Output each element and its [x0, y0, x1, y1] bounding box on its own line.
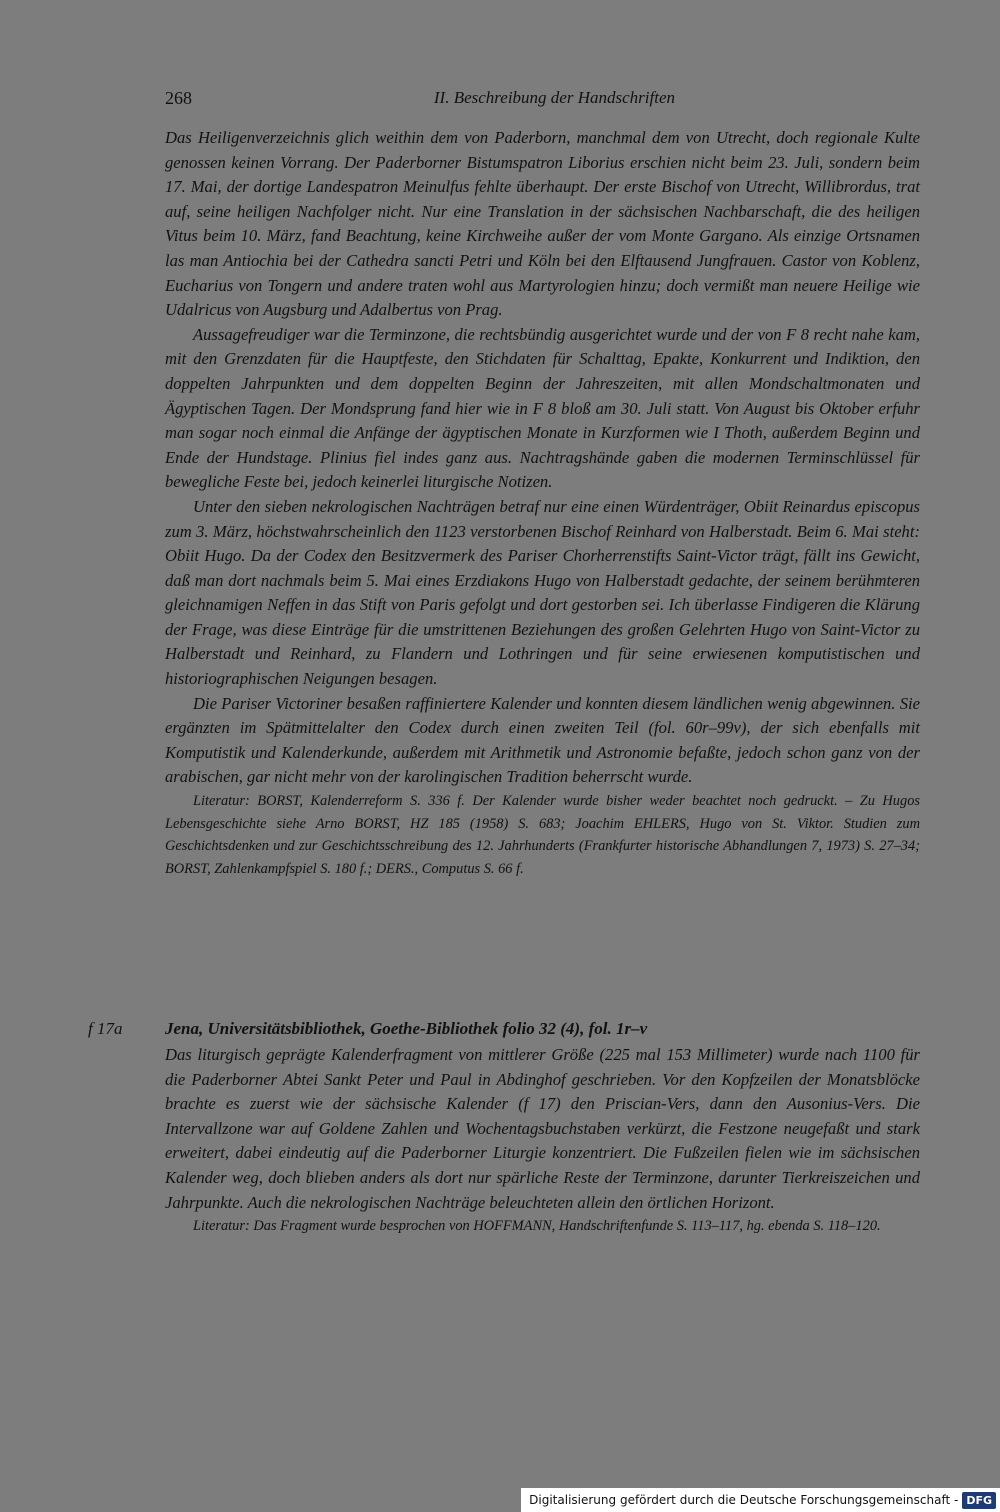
running-head: II. Beschreibung der Handschriften — [433, 88, 675, 107]
paragraph-3: Unter den sieben nekrologischen Nachträgen betraf nur eine einen Würdenträger, Obiit Reinardus episcopus zum 3. März, höchstwahrscheinlich den 1123 verstorbenen Bischof Reinhard von Halberstadt. Beim 6. Mai steht: Obiit Hugo. Da der Codex den Besitzvermerk des Pariser Chorherrenstifts Saint-Victor trägt, fällt ins Gewicht, daß man dort nachmals beim 5. Mai eines Erzdiakons Hugo von Halberstadt gedachte, der seinem berühmteren gleichnamigen Neffen in das Stift von Paris gefolgt und dort gestorben sei. Ich überlasse Findigeren die Klärung der Frage, was diese Einträge für die umstrittenen Beziehungen des großen Gelehrten Hugo von Saint-Victor zu Halberstadt und Reinhard, zu Flandern und Lothringen und für seine erwiesenen komputistischen und historiographischen Neigungen besagen. — [165, 496, 920, 689]
entry-literature: Literatur: Das Fragment wurde besprochen von HOFFMANN, Handschriftenfunde S. 113–117, hg. ebenda S. 118–120. — [193, 1218, 881, 1235]
paragraph-1: Das Heiligenverzeichnis glich weithin dem von Paderborn, manchmal dem von Utrecht, doch regionale Kulte genossen keinen Vorrang. Der Paderborner Bistumspatron Liborius erschien nicht beim 23. Juli, sondern beim 17. Mai, der dortige Landespatron Meinulfus fehlte überhaupt. Der erste Bischof von Utrecht, Willibrordus, trat auf, seine heiligen Nachfolger nicht. Nur eine Translation in der sächsischen Nachbarschaft, die des heiligen Vitus beim 10. März, fand Beachtung, keine Kirchweihe außer der vom Monte Gargano. Als einzige Ortsnamen las man Antiochia bei der Cathedra sancti Petri und Köln bei den Elftausend Jungfrauen. Castor von Koblenz, Eucharius von Tongern und andere traten wohl aus Martyrologien hinzu; doch vermißt man neuere Heilige wie Udalricus von Augsburg und Adalbertus von Prag. — [165, 128, 920, 320]
paragraph-4: Die Pariser Victoriner besaßen raffiniertere Kalender und konnten diesem ländlichen wenig abgewinnen. Sie ergänzten im Spätmittelalter den Codex durch einen zweiten Teil (fol. 60r–99v), der sich ebenfalls mit Komputistik und Kalenderkunde, außerdem mit Arithmetik und Astronomie befaßte, jedoch schon ganz von der arabischen, gar nicht mehr von der karolingischen Tradition beherrscht wurde. — [165, 693, 920, 787]
literature-note: Literatur: BORST, Kalenderreform S. 336 f. Der Kalender wurde bisher weder beachtet noch gedruckt. – Zu Hugos Lebensgeschichte siehe Arno BORST, HZ 185 (1958) S. 683; Joachim EHLERS, Hugo von St. Viktor. Studien zum Geschichtsdenken und zur Geschichtsschreibung des 12. Jahrhunderts (Frankfurter historische Abhandlungen 7, 1973) S. 27–34; BORST, Zahlenkampfspiel S. 180 f.; DERS., Computus S. 66 f. — [165, 793, 920, 877]
page-number: 268 — [165, 88, 192, 108]
footer-bar — [521, 1488, 1000, 1512]
paragraph-2: Aussagefreudiger war die Terminzone, die rechtsbündig ausgerichtet wurde und der von F 8 recht nahe kam, mit den Grenzdaten für die Hauptfeste, den Stichdaten für Schalttag, Epakte, Konkurrent und Indiktion, den doppelten Jahrpunkten und dem doppelten Beginn der Jahreszeiten, mit allen Mondschaltmonaten und Ägyptischen Tagen. Der Mondsprung fand hier wie in F 8 bloß am 30. Juli statt. Von August bis Oktober erfuhr man sogar noch einmal die Anfänge der ägyptischen Monate in Kurzformen wie I Thoth, außerdem Beginn und Ende der Hundstage. Plinius fiel indes ganz aus. Nachtragshände gaben die modernen Terminschlüssel für bewegliche Feste bei, jedoch keinerlei liturgische Notizen. — [165, 324, 920, 492]
footer-text: Digitalisierung gefördert durch die Deutsche Forschungsgemeinschaft - — [529, 1493, 959, 1507]
entry-id: f 17a — [88, 1019, 123, 1038]
entry-text: Das liturgisch geprägte Kalenderfragment von mittlerer Größe (225 mal 153 Millimeter) wurde nach 1100 für die Paderborner Abtei Sankt Peter und Paul in Abdinghof geschrieben. Vor den Kopfzeilen der Monatsblöcke brachte es zuerst wie der sächsische Kalender (f 17) den Priscian-Vers, dann den Ausonius-Vers. Die Intervallzone war auf Goldene Zahlen und Wochentagsbuchstaben verkürzt, die Festzone neugefaßt und stark erweitert, dabei eindeutig auf die Paderborner Liturgie konzentriert. Die Fußzeilen fielen wie im sächsischen Kalender weg, doch blieben anders als dort nur spärliche Reste der Terminzone, darunter Tierkreiszeichen und Jahrpunkte. Auch die nekrologischen Nachträge beleuchteten allein den örtlichen Horizont. — [165, 1045, 920, 1212]
entry-heading: Jena, Universitätsbibliothek, Goethe-Bibliothek folio 32 (4), fol. 1r–v — [165, 1019, 648, 1038]
entry-body — [165, 1043, 920, 1238]
dfg-logo: DFG — [962, 1492, 996, 1509]
body-text — [165, 126, 920, 880]
page-header — [165, 88, 925, 118]
